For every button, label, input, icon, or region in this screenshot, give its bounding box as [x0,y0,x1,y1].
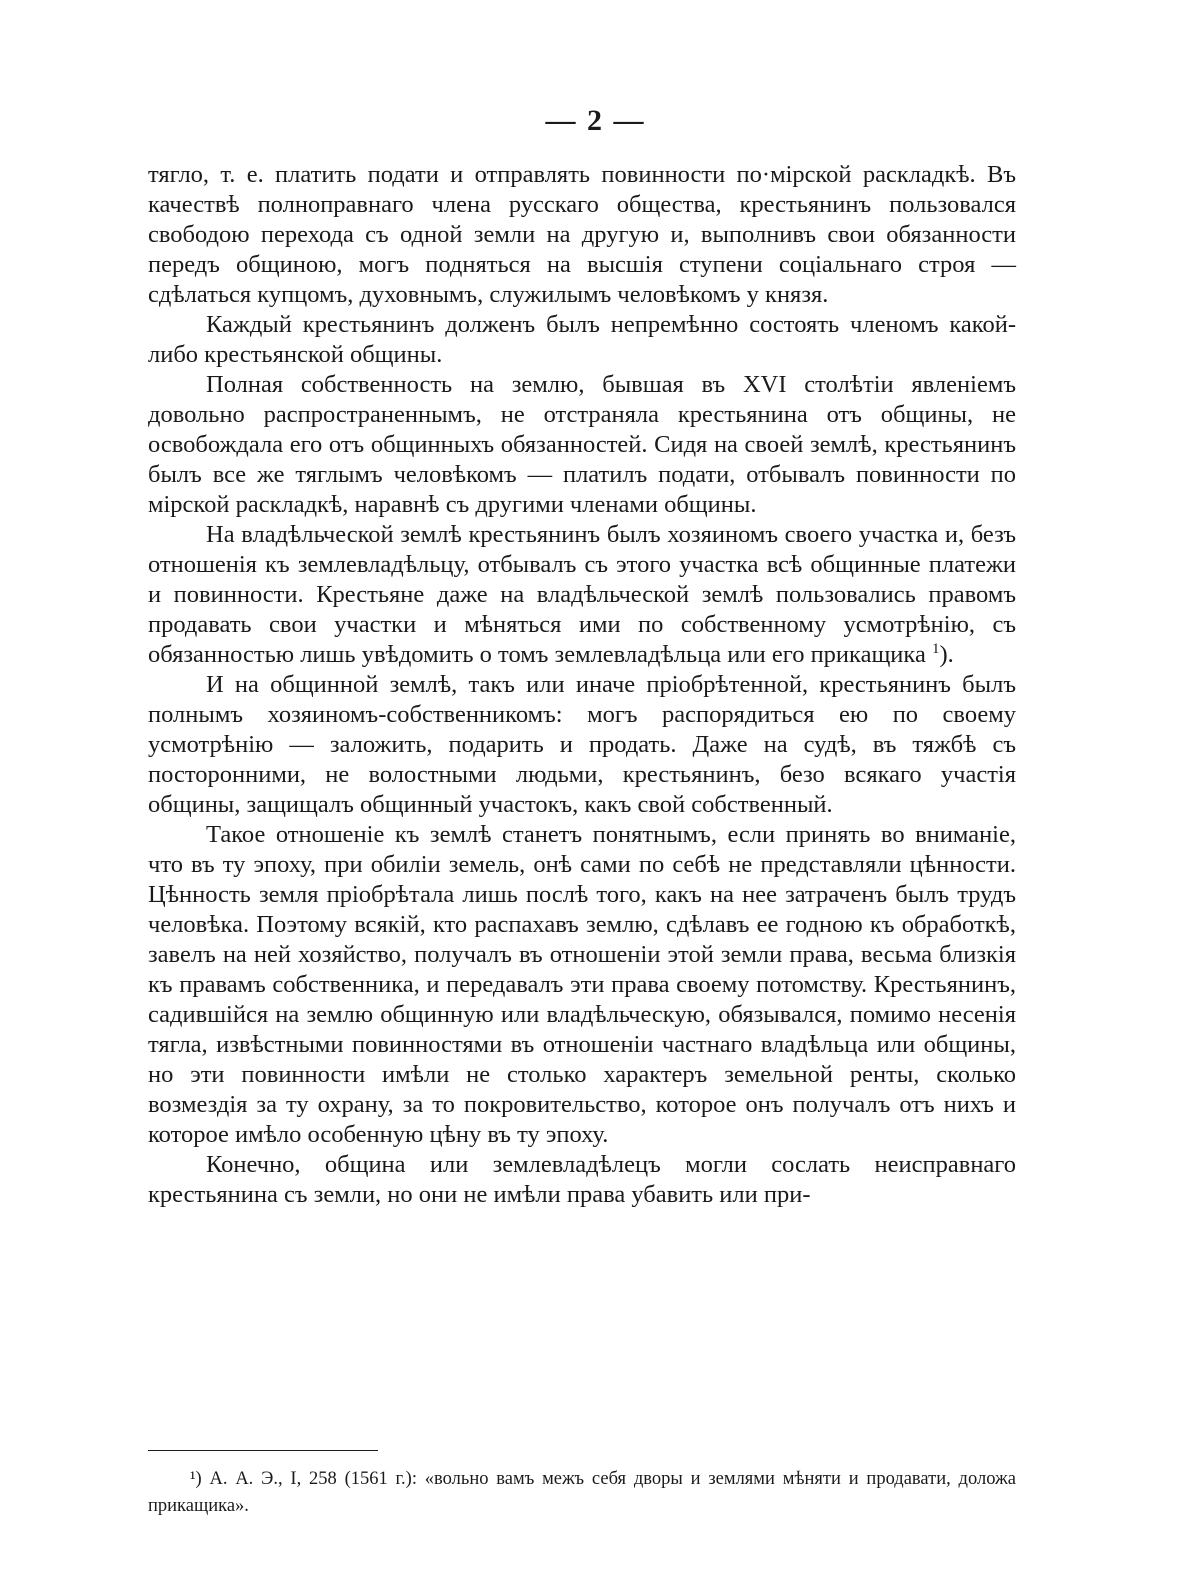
paragraph-3: Полная собственность на землю, бывшая въ XVI столѣтіи явленіемъ довольно распространеннымъ, не отстраняла крестьянина отъ общины, не освобождала его отъ общинныхъ обязанностей. Сидя на своей землѣ, крестьянинъ былъ все же тяглымъ человѣкомъ — платилъ подати, отбывалъ повинности по мірской раскладкѣ, наравнѣ съ другими членами общины. [148,371,1016,518]
footnote-reference: 1 [931,640,940,657]
footnote-reference-tail: ). [939,641,954,668]
body-text [148,160,1016,1210]
paragraph-7: Конечно, община или землевладѣлецъ могли сослать неисправнаго крестьянина съ земли, но они не имѣли права убавить или при- [148,1151,1016,1208]
paragraph-6: Такое отношеніе къ землѣ станетъ понятнымъ, если принять во вниманіе, что въ ту эпоху, при обиліи земель, онѣ сами по себѣ не представляли цѣнности. Цѣнность земля пріобрѣтала лишь послѣ того, какъ на нее затраченъ былъ трудъ человѣка. Поэтому всякій, кто распахавъ землю, сдѣлавъ ее годною къ обработкѣ, завелъ на ней хозяйство, получалъ въ отношеніи этой земли права, весьма близкія къ правамъ собственника, и передавалъ эти права своему потомству. Крестьянинъ, садившійся на землю общинную или владѣльческую, обязывался, помимо несенія тягла, извѣстными повинностями въ отношеніи частнаго владѣльца или общины, но эти повинности имѣли не столько характеръ земельной ренты, сколько возмездія за ту охрану, за то покровительство, которое онъ получалъ отъ нихъ и которое имѣло особенную цѣну въ ту эпоху. [148,821,1016,1148]
page-number: — 2 — [545,104,646,137]
paragraph-4-text: На владѣльческой землѣ крестьянинъ былъ хозяиномъ своего участка и, безъ отношенія къ землевладѣльцу, отбывалъ съ этого участка всѣ общинные платежи и повинности. Крестьяне даже на владѣльческой землѣ пользовались правомъ продавать свои участки и мѣняться ими по собственному усмотрѣнію, съ обязанностью лишь увѣдомить о томъ землевладѣльца или его прикащика [148,521,1016,668]
footnote: ¹) А. А. Э., I, 258 (1561 г.): «вольно вамъ межъ себя дворы и землями мѣняти и продавати, доложа прикащика». [148,1469,1016,1516]
paragraph-1: тягло, т. е. платить подати и отправлять повинности по·мірской раскладкѣ. Въ качествѣ полноправнаго члена русскаго общества, крестьянинъ пользовался свободою перехода съ одной земли на другую и, выполнивъ свои обязанности передъ общиною, могъ подняться на высшія ступени соціальнаго строя — сдѣлаться купцомъ, духовнымъ, служилымъ человѣкомъ у князя. [148,161,1016,308]
paragraph-4 [148,520,1016,670]
paragraph-2: Каждый крестьянинъ долженъ былъ непремѣнно состоять членомъ какой-либо крестьянской общины. [148,311,1016,368]
paragraph-5: И на общинной землѣ, такъ или иначе пріобрѣтенной, крестьянинъ былъ полнымъ хозяиномъ-собственникомъ: могъ распорядиться ею по своему усмотрѣнію — заложить, подарить и продать. Даже на судѣ, въ тяжбѣ съ посторонними, не волостными людьми, крестьянинъ, безо всякаго участія общины, защищалъ общинный участокъ, какъ свой собственный. [148,671,1016,818]
footnote-divider [148,1450,378,1451]
